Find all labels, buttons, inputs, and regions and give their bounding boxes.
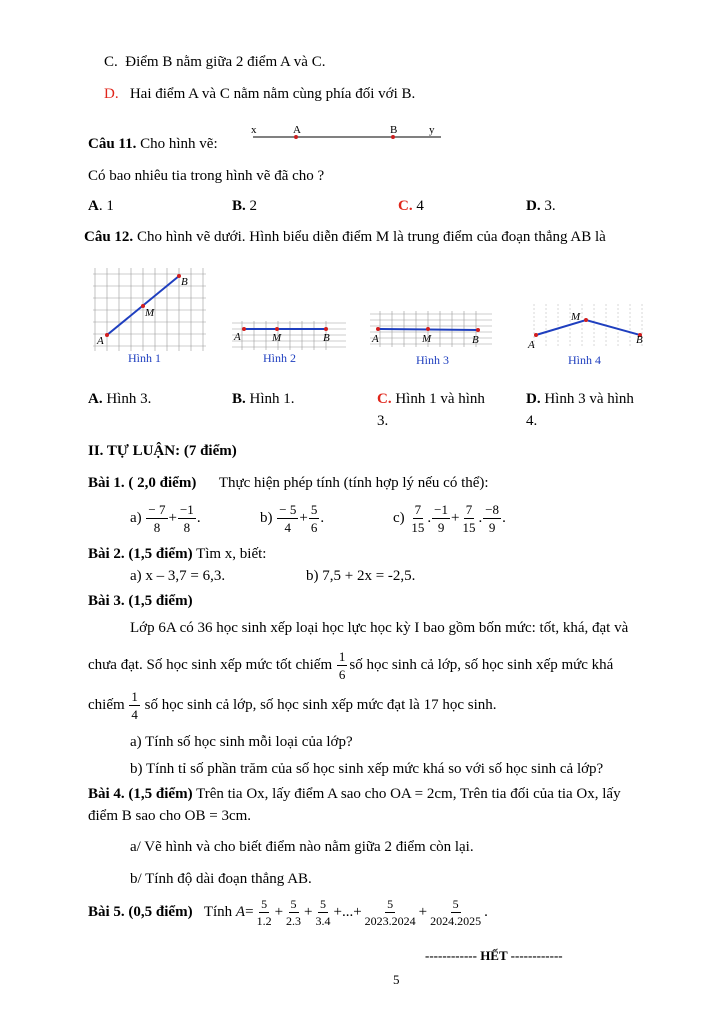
bai2-heading: Bài 2. (1,5 điểm) Tìm x, biết: bbox=[88, 546, 267, 562]
fraction: $\frac{- 7}{8}$ bbox=[148, 502, 166, 535]
fraction: $\frac{- 5}{4}$ bbox=[279, 502, 297, 535]
bai3-heading: Bài 3. (1,5 điểm) bbox=[88, 593, 193, 609]
svg-text:B: B bbox=[472, 334, 479, 346]
bai4-line1: Bài 4. (1,5 điểm) Trên tia Ox, lấy điểm A sao cho OA = 2cm, Trên tia đối của tia Ox, lấy bbox=[88, 786, 621, 802]
svg-text:B: B bbox=[181, 276, 188, 288]
section-title: II. TỰ LUẬN: (7 điểm) bbox=[88, 443, 237, 459]
svg-text:B: B bbox=[323, 332, 330, 344]
bai1-part-c: c) $\frac{7}{15}$ . $\frac{-1}{9}$ + $\frac{7}{15}$ . $\frac{-8}{9}$ . bbox=[393, 502, 506, 535]
bai4-question-b: b/ Tính độ dài đoạn thẳng AB. bbox=[130, 871, 312, 887]
q11-question: Có bao nhiêu tia trong hình vẽ đã cho ? bbox=[88, 168, 325, 184]
q11-heading: Câu 11. Cho hình vẽ: bbox=[88, 136, 218, 152]
figure-1 bbox=[90, 266, 210, 368]
q11-option-c: C. 4 bbox=[398, 198, 424, 214]
q11-option-a: A. 1 bbox=[88, 198, 114, 214]
fraction: $\frac{-8}{9}$ bbox=[485, 502, 500, 535]
svg-text:A: A bbox=[372, 333, 379, 345]
bai4-question-a: a/ Vẽ hình và cho biết điểm nào nằm giữa 2 điểm còn lại. bbox=[130, 839, 474, 855]
bai3-line1: Lớp 6A có 36 học sinh xếp loại học lực học kỳ I bao gồm bốn mức: tốt, khá, đạt và bbox=[130, 620, 629, 636]
svg-text:M: M bbox=[422, 333, 432, 345]
prev-option-c: C. Điểm B nằm giữa 2 điểm A và C. bbox=[104, 54, 326, 70]
svg-text:A: A bbox=[528, 339, 535, 351]
bai3-question-a: a) Tính số học sinh mỗi loại của lớp? bbox=[130, 734, 353, 750]
fraction: $\frac{-1}{8}$ bbox=[179, 502, 194, 535]
fraction: $\frac{5}{3.4}$ bbox=[315, 897, 331, 928]
q12-option-d: D. Hình 3 và hình bbox=[526, 391, 634, 407]
figure-4-caption: Hình 4 bbox=[568, 353, 601, 367]
fraction: $\frac{5}{1.2}$ bbox=[256, 897, 272, 928]
end-marker: ------------ HẾT ------------ bbox=[425, 948, 563, 963]
bai2-part-a: a) x – 3,7 = 6,3. bbox=[130, 568, 226, 584]
svg-text:M: M bbox=[145, 307, 155, 319]
label-x: x bbox=[251, 124, 257, 136]
svg-text:M: M bbox=[571, 311, 581, 323]
bai1-heading: Bài 1. ( 2,0 điểm) Thực hiện phép tính (tính hợp lý nếu có thể): bbox=[88, 475, 489, 491]
q11-figure bbox=[245, 122, 445, 146]
fraction: $\frac{5}{2.3}$ bbox=[286, 897, 302, 928]
bai3-line3: chiếm $\frac{1}{4}$ số học sinh cả lớp, số học sinh xếp mức đạt là 17 học sinh. bbox=[88, 689, 497, 722]
q12-option-a: A. Hình 3. bbox=[88, 391, 152, 407]
q12-option-b: B. Hình 1. bbox=[232, 391, 295, 407]
figure-2-caption: Hình 2 bbox=[263, 351, 296, 365]
svg-text:M: M bbox=[272, 332, 282, 344]
q12-option-c-cont: 3. bbox=[377, 413, 389, 429]
figure-3 bbox=[366, 306, 496, 370]
fraction: $\frac{7}{15}$ bbox=[411, 502, 425, 535]
figure-2 bbox=[228, 310, 348, 370]
fraction: $\frac{5}{2023.2024}$ bbox=[364, 897, 416, 928]
fraction: $\frac{7}{15}$ bbox=[462, 502, 476, 535]
bai3-question-b: b) Tính tỉ số phần trăm của số học sinh xếp mức khá so với số học sinh cả lớp? bbox=[130, 761, 604, 777]
fraction: $\frac{1}{6}$ bbox=[338, 649, 346, 682]
bai2-part-b: b) 7,5 + 2x = -2,5. bbox=[306, 568, 416, 584]
q11-option-b: B. 2 bbox=[232, 198, 258, 214]
q11-option-d: D. 3. bbox=[526, 198, 556, 214]
bai1-part-b: b) $\frac{- 5}{4}$ + $\frac{5}{6}$ . bbox=[260, 502, 325, 535]
page-number: 5 bbox=[393, 972, 400, 987]
label-b: B bbox=[390, 124, 398, 136]
fraction: $\frac{5}{6}$ bbox=[310, 502, 318, 535]
figure-1-caption: Hình 1 bbox=[128, 351, 161, 365]
q12-option-c: C. Hình 1 và hình bbox=[377, 391, 485, 407]
fraction: $\frac{5}{2024.2025}$ bbox=[430, 897, 482, 928]
svg-text:B: B bbox=[636, 334, 643, 346]
bai3-line2: chưa đạt. Số học sinh xếp mức tốt chiếm $\frac{1}{6}$ số học sinh cả lớp, số học sinh xếp mức khá bbox=[88, 649, 614, 682]
svg-text:A: A bbox=[234, 331, 241, 343]
prev-option-d: D. Hai điểm A và C nằm nằm cùng phía đối với B. bbox=[104, 86, 416, 102]
q12-heading: Câu 12. Cho hình vẽ dưới. Hình biểu diễn điểm M là trung điểm của đoạn thẳng AB là bbox=[84, 229, 606, 245]
fraction: $\frac{-1}{9}$ bbox=[434, 502, 448, 535]
bai1-part-a: a) $\frac{- 7}{8}$ + $\frac{-1}{8}$ . bbox=[130, 502, 201, 535]
bai5: Bài 5. (0,5 điểm) Tính A = $\frac{5}{1.2}$ + $\frac{5}{2.3}$ + $\frac{5}{3.4}$ +...+ $\frac{5}{2023.2024}$ + $\frac{5}{2024.2025}$ . bbox=[88, 897, 488, 928]
label-a: A bbox=[293, 124, 301, 136]
svg-text:A: A bbox=[97, 335, 104, 347]
fraction: $\frac{1}{4}$ bbox=[131, 689, 138, 722]
figure-3-caption: Hình 3 bbox=[416, 353, 449, 367]
figure-4 bbox=[520, 298, 660, 370]
bai4-line2: điểm B sao cho OB = 3cm. bbox=[88, 808, 252, 824]
q12-option-d-cont: 4. bbox=[526, 413, 538, 429]
label-y: y bbox=[429, 124, 435, 136]
